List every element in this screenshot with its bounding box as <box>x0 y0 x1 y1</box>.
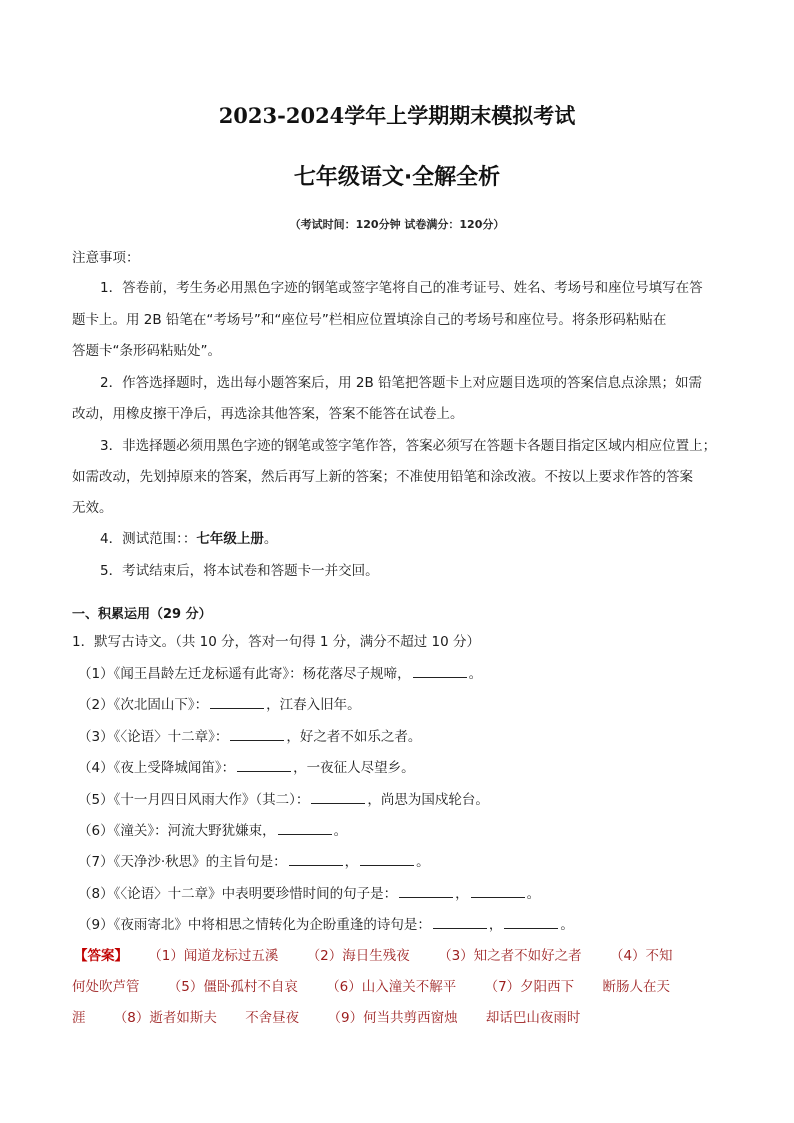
answer-row-3 <box>72 1008 722 1028</box>
notice-p5: 5．考试结束后，将本试卷和答题卡一并交回。 <box>100 563 379 579</box>
answer-item: 何处吹芦管 <box>72 979 140 995</box>
notice-p4-suffix: 。 <box>263 531 278 547</box>
answer-blank <box>278 822 332 835</box>
exam-title: 2023-2024学年上学期期末模拟考试 <box>218 103 576 128</box>
q1-item-9-text: （9）《夜雨寄北》中将相思之情转化为企盼重逢的诗句是： <box>78 917 431 933</box>
q1-item-2 <box>78 695 728 715</box>
q1-item-1-text: （1）《闻王昌龄左迁龙标遥有此寄》：杨花落尽子规啼， <box>78 666 411 682</box>
q1-item-5 <box>78 790 728 810</box>
q1-item-7-text: （7）《天净沙·秋思》的主旨句是： <box>78 854 287 870</box>
q1-item-4 <box>78 758 728 778</box>
answer-blank <box>471 885 525 898</box>
answer-item: （6）山入潼关不解平 <box>326 979 457 995</box>
q1-item-7-tail: 。 <box>416 854 430 870</box>
q1-item-1 <box>78 664 728 684</box>
q1-item-5-tail: ，尚思为国戍轮台。 <box>367 792 489 808</box>
answer-item: 断肠人在天 <box>602 979 670 995</box>
answer-blank <box>230 728 284 741</box>
q1-item-8-tail: 。 <box>526 886 541 902</box>
notice-p1-line2: 题卡上。用 2B 铅笔在“考场号”和“座位号”栏相应位置填涂自己的考场号和座位号。将条形码粘贴在 <box>72 312 667 328</box>
q1-item-1-tail: 。 <box>468 666 483 682</box>
answer-blank <box>433 916 487 929</box>
answer-blank <box>289 853 343 866</box>
answer-item: （1）闻道龙标过五溪 <box>148 948 279 964</box>
q1-item-8 <box>78 884 728 904</box>
answer-blank <box>237 759 291 772</box>
notice-p1-line3: 答题卡“条形码粘贴处”。 <box>72 343 221 359</box>
answer-item: （5）僵卧孤村不自哀 <box>167 979 298 995</box>
answer-blank <box>413 665 467 678</box>
answer-blank <box>311 791 365 804</box>
notice-p1-line1: 1．答卷前，考生务必用黑色字迹的钢笔或签字笔将自己的准考证号、姓名、考场号和座位号填写在答 <box>100 280 703 296</box>
exam-time-info: （考试时间：120分钟 试卷满分：120分） <box>289 218 505 231</box>
answer-blank <box>504 916 558 929</box>
q1-item-9-tail: 。 <box>560 917 574 933</box>
q1-item-3 <box>78 727 728 747</box>
q1-item-6-tail: 。 <box>333 823 348 839</box>
answer-item: （9）何当共剪西窗烛 <box>327 1010 458 1026</box>
answer-item: （2）海日生残夜 <box>306 948 410 964</box>
answer-item: 却话巴山夜雨时 <box>485 1010 581 1026</box>
answer-row-2 <box>72 977 722 997</box>
answer-item: （8）逝者如斯夫 <box>113 1010 217 1026</box>
q1-item-2-tail: ，江春入旧年。 <box>266 697 361 713</box>
answer-tag: 【答案】 <box>74 948 128 964</box>
notice-heading: 注意事项： <box>72 250 140 266</box>
q1-item-4-text: （4）《夜上受降城闻笛》： <box>78 760 236 776</box>
exam-subtitle: 七年级语文·全解全析 <box>293 165 501 190</box>
answer-blank <box>399 885 453 898</box>
question1-stem: 1．默写古诗文。（共 10 分，答对一句得 1 分，满分不超过 10 分） <box>72 634 481 650</box>
q1-item-9-sep: ， <box>488 917 503 933</box>
q1-item-7 <box>78 852 728 872</box>
answer-item: 不舍昼夜 <box>245 1010 300 1026</box>
q1-item-6-text: （6）《潼关》：河流大野犹嫌束， <box>78 823 276 839</box>
answer-item: （3）知之者不如好之者 <box>438 948 582 964</box>
notice-p2-line1: 2．作答选择题时，选出每小题答案后，用 2B 铅笔把答题卡上对应题目选项的答案信息点涂黑；如需 <box>100 375 703 391</box>
notice-p4-scope: 七年级上册 <box>196 531 264 547</box>
q1-item-8-text: （8）《〈论语〉十二章》中表明要珍惜时间的句子是： <box>78 886 398 902</box>
answer-item: （7）夕阳西下 <box>484 979 575 995</box>
section1-heading: 一、积累运用（29 分） <box>72 607 212 622</box>
q1-item-2-text: （2）《次北固山下》： <box>78 697 209 713</box>
answer-item: 涯 <box>72 1010 86 1026</box>
notice-p4 <box>100 529 750 549</box>
q1-item-3-tail: ，好之者不如乐之者。 <box>286 729 422 745</box>
answer-blank <box>210 696 264 709</box>
q1-item-9 <box>78 915 728 935</box>
notice-p4-prefix: 4．测试范围：： <box>100 531 197 547</box>
answer-blank <box>360 853 414 866</box>
notice-p3-line3: 无效。 <box>72 500 113 516</box>
notice-p3-line2: 如需改动，先划掉原来的答案，然后再写上新的答案；不准使用铅笔和涂改液。不按以上要求作答的答案 <box>72 469 693 485</box>
q1-item-8-sep: ， <box>455 886 469 902</box>
answer-row-1 <box>74 946 724 966</box>
q1-item-3-text: （3）《〈论语〉十二章》： <box>78 729 229 745</box>
notice-p2-line2: 改动，用橡皮擦干净后，再选涂其他答案，答案不能答在试卷上。 <box>72 406 464 422</box>
notice-p3-line1: 3．非选择题必须用黑色字迹的钢笔或签字笔作答，答案必须写在答题卡各题目指定区域内相应位置上； <box>100 438 717 454</box>
q1-item-6 <box>78 821 728 841</box>
q1-item-7-sep: ， <box>344 854 359 870</box>
answer-item: （4）不知 <box>609 948 673 964</box>
q1-item-5-text: （5）《十一月四日风雨大作》（其二）： <box>78 792 310 808</box>
q1-item-4-tail: ，一夜征人尽望乡。 <box>293 760 415 776</box>
